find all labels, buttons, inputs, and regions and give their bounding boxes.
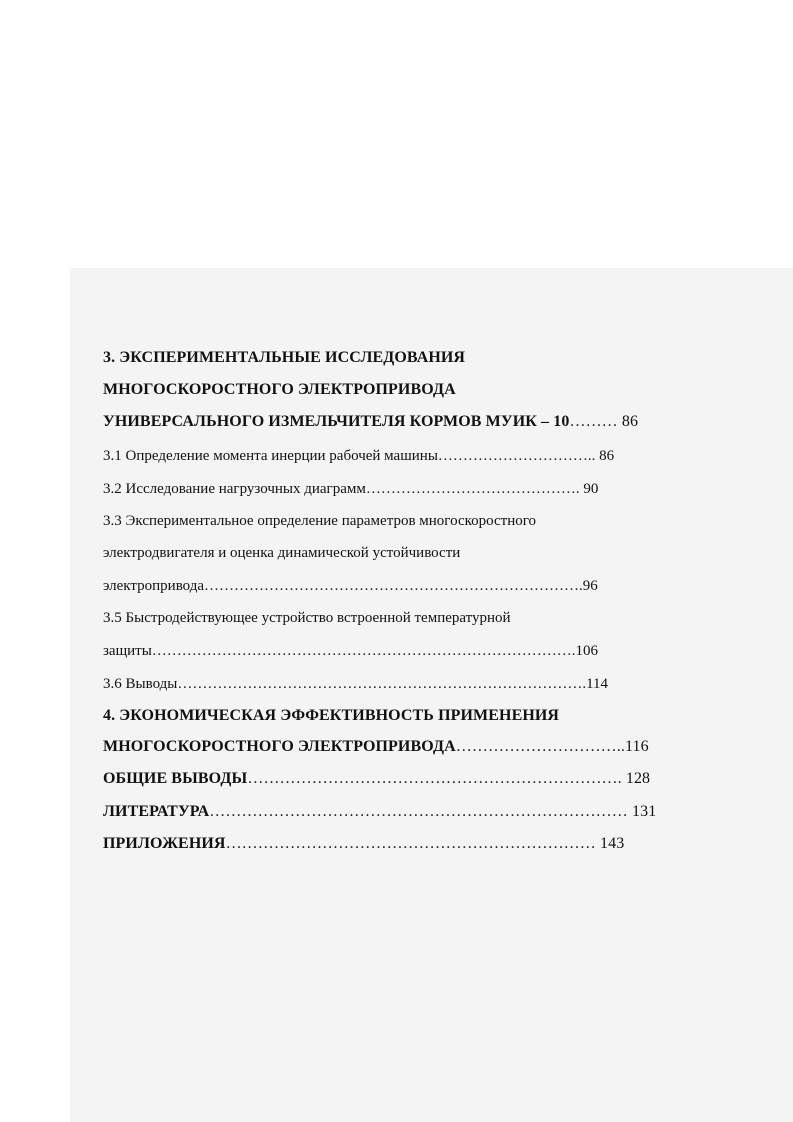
toc-page-number: 116 bbox=[624, 738, 649, 755]
toc-appendices-title: ПРИЛОЖЕНИЯ bbox=[103, 835, 226, 852]
toc-leader-dots: …………………………………………………………………. bbox=[204, 578, 583, 594]
toc-chapter-4-title-part-2: МНОГОСКОРОСТНОГО ЭЛЕКТРОПРИВОДА bbox=[103, 738, 456, 755]
toc-section-3-3-line-2 bbox=[103, 542, 460, 564]
toc-leader-dots: ……………………………………………………………. bbox=[247, 770, 622, 787]
toc-section-title: электродвигателя и оценка динамической устойчивости bbox=[103, 545, 461, 561]
toc-chapter-3-title-part-3: УНИВЕРСАЛЬНОГО ИЗМЕЛЬЧИТЕЛЯ КОРМОВ МУИК – 10 bbox=[103, 413, 570, 430]
toc-chapter-3-line-2 bbox=[103, 379, 456, 401]
toc-section-3-6 bbox=[103, 673, 728, 695]
toc-page-number: 86 bbox=[595, 448, 615, 464]
toc-section-title: электропривода bbox=[103, 578, 205, 594]
toc-section-title: защиты bbox=[103, 643, 152, 659]
toc-chapter-3-title-part-2: МНОГОСКОРОСТНОГО ЭЛЕКТРОПРИВОДА bbox=[103, 381, 456, 398]
toc-literature bbox=[103, 801, 728, 823]
toc-page-number: 131 bbox=[627, 803, 657, 820]
toc-chapter-3-line-3 bbox=[103, 411, 728, 433]
toc-leader-dots: …………………………………………………………… bbox=[225, 835, 596, 852]
toc-page-number: 90 bbox=[579, 481, 599, 497]
toc-leader-dots: ………………………….. bbox=[437, 448, 596, 464]
toc-page-number: 128 bbox=[621, 770, 651, 787]
toc-leader-dots: ………………………………………………………………………. bbox=[177, 676, 587, 692]
toc-section-3-2 bbox=[103, 478, 728, 500]
toc-chapter-4-line-2 bbox=[103, 736, 728, 758]
toc-section-title: 3.5 Быстродействующее устройство встроенной температурной bbox=[103, 610, 511, 626]
toc-leader-dots: …………………………………………………………………………. bbox=[151, 643, 576, 659]
toc-chapter-4-title-part-1: 4. ЭКОНОМИЧЕСКАЯ ЭФФЕКТИВНОСТЬ ПРИМЕНЕНИЯ bbox=[103, 707, 560, 724]
toc-literature-title: ЛИТЕРАТУРА bbox=[103, 803, 210, 820]
toc-page-number: 114 bbox=[586, 676, 609, 692]
toc-general-conclusions bbox=[103, 768, 728, 790]
toc-section-3-5-line-2 bbox=[103, 640, 728, 662]
toc-appendices bbox=[103, 833, 728, 855]
toc-leader-dots: ……………………………………. bbox=[365, 481, 580, 497]
toc-section-title: 3.6 Выводы bbox=[103, 676, 178, 692]
toc-page-number: 106 bbox=[575, 643, 599, 659]
toc-page-number: 143 bbox=[595, 835, 625, 852]
toc-page-number: 96 bbox=[582, 578, 598, 594]
toc-section-title: 3.3 Экспериментальное определение параметров многоскоростного bbox=[103, 513, 537, 529]
toc-section-3-1 bbox=[103, 445, 728, 467]
toc-leader-dots: ………………………….. bbox=[455, 738, 625, 755]
toc-section-3-5-line-1 bbox=[103, 607, 511, 629]
toc-section-title: 3.1 Определение момента инерции рабочей машины bbox=[103, 448, 438, 464]
toc-page-number: 86 bbox=[621, 413, 639, 430]
toc-chapter-4-line-1 bbox=[103, 705, 559, 727]
toc-section-3-3-line-1 bbox=[103, 510, 536, 532]
toc-section-title: 3.2 Исследование нагрузочных диаграмм bbox=[103, 481, 366, 497]
toc-chapter-3-line-1 bbox=[103, 347, 465, 369]
toc-leader-dots: ……… bbox=[569, 413, 622, 430]
toc-chapter-3-title-part-1: 3. ЭКСПЕРИМЕНТАЛЬНЫЕ ИССЛЕДОВАНИЯ bbox=[103, 349, 466, 366]
toc-conclusions-title: ОБЩИЕ ВЫВОДЫ bbox=[103, 770, 248, 787]
toc-leader-dots: …………………………………………………………………… bbox=[209, 803, 628, 820]
toc-section-3-3-line-3 bbox=[103, 575, 728, 597]
